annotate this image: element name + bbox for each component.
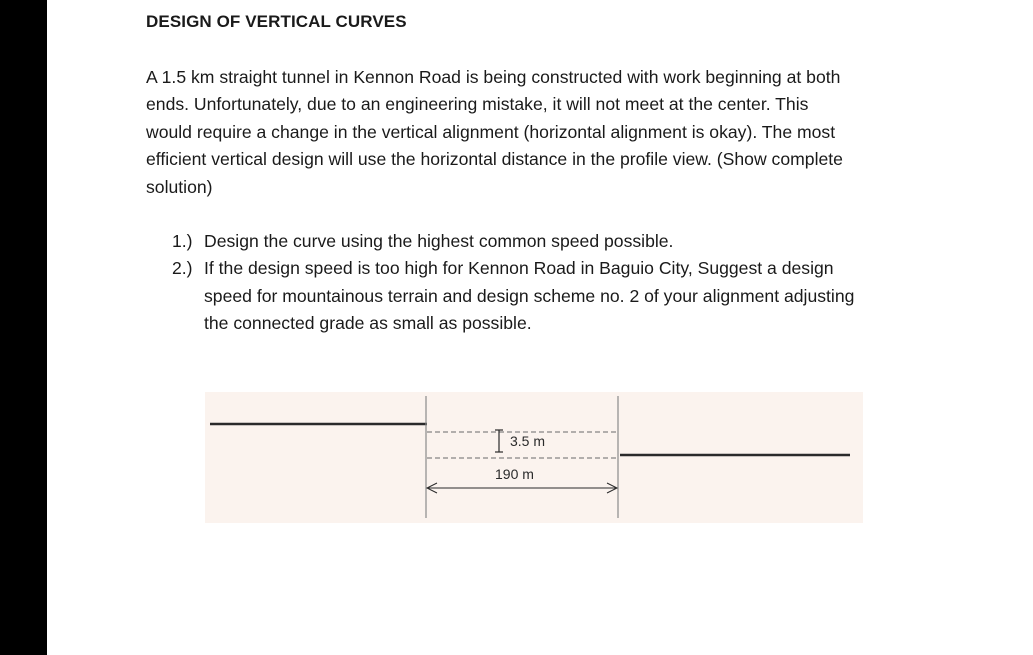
profile-view-figure (205, 392, 863, 523)
left-black-border (0, 0, 47, 655)
task-text-line: speed for mountainous terrain and design scheme no. 2 of your alignment adjusting (204, 285, 855, 306)
task-number: 2.) (172, 258, 193, 279)
paragraph-line: ends. Unfortunately, due to an engineering mistake, it will not meet at the center. This (146, 94, 809, 115)
vertical-offset-label: 3.5 m (510, 433, 546, 449)
paragraph-line: efficient vertical design will use the horizontal distance in the profile view. (Show complete (146, 149, 843, 170)
task-list (172, 228, 854, 338)
paragraph-line: would require a change in the vertical alignment (horizontal alignment is okay). The most (146, 121, 836, 142)
paragraph-line: A 1.5 km straight tunnel in Kennon Road is being constructed with work beginning at both (146, 67, 841, 87)
horizontal-distance-label: 190 m (495, 466, 534, 482)
problem-paragraph (146, 64, 966, 201)
profile-diagram (205, 392, 863, 523)
task-number: 1.) (172, 231, 193, 251)
task-item-2 (172, 255, 854, 337)
paragraph-line: solution) (146, 176, 213, 197)
document-heading: DESIGN OF VERTICAL CURVES (146, 12, 407, 31)
task-item-1 (172, 228, 854, 255)
task-text-line: If the design speed is too high for Kennon Road in Baguio City, Suggest a design (204, 258, 834, 279)
task-text-line: Design the curve using the highest common speed possible. (204, 231, 674, 251)
task-text-line: the connected grade as small as possible. (204, 313, 532, 334)
